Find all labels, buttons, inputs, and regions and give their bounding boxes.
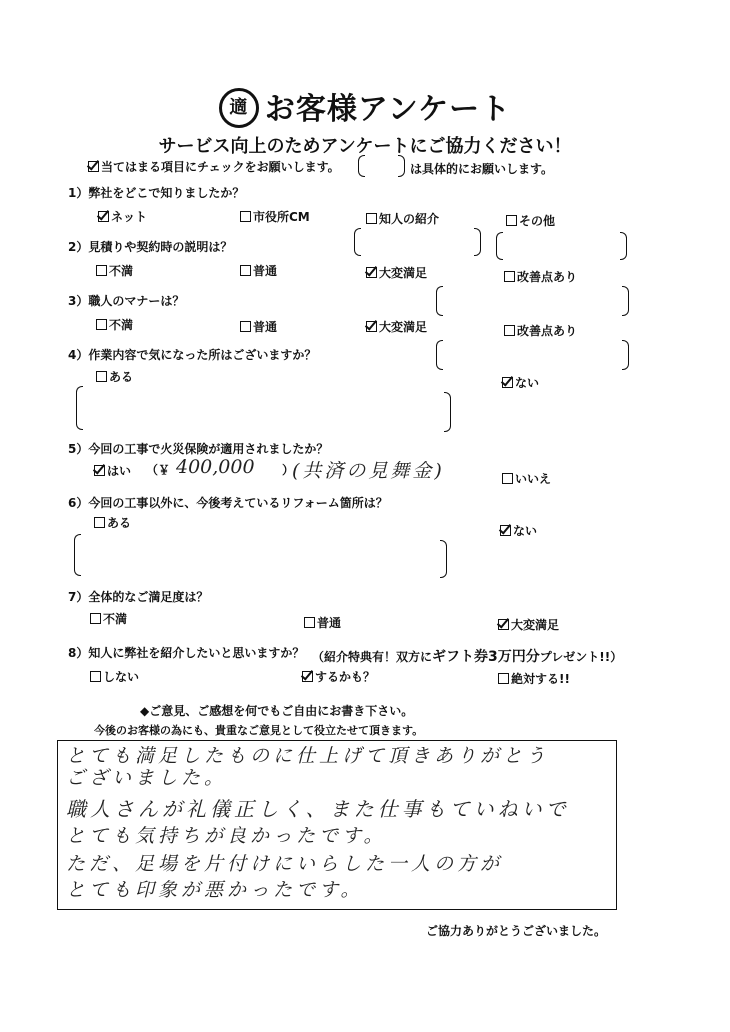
checkbox-icon[interactable] (506, 215, 517, 226)
checkbox-icon[interactable] (240, 211, 251, 222)
q5-amount-prefix: （￥ (146, 463, 171, 477)
checkbox-icon[interactable] (96, 319, 107, 330)
checkbox-icon[interactable] (96, 265, 107, 276)
comments-subheading: 今後のお客様の為にも、貴重なご意見として役立たせて頂きます。 (94, 724, 424, 737)
q8-label: 8）知人に弊社を紹介したいと思いますか？ (68, 646, 305, 660)
instruction-right: は具体的にお願いします。 (410, 162, 554, 176)
q3-label: 3）職人のマナーは？ (68, 294, 185, 308)
q3-option-very-satisfied[interactable]: 大変満足 (366, 318, 427, 335)
q6-option-no[interactable]: ない (500, 522, 537, 539)
q8-option-definitely[interactable]: 絶対する!! (498, 670, 570, 687)
q5-amount-value: 400,000 (176, 456, 255, 478)
q8-promo-suffix: プレゼント!!） (539, 650, 623, 664)
checkbox-checked-icon[interactable] (502, 377, 513, 388)
q5-option-no[interactable]: いいえ (502, 470, 551, 487)
instruction-bracket-left-icon (358, 155, 365, 177)
q8-promo-gift: ギフト券3万円分 (432, 649, 540, 665)
footer-thanks: ご協力ありがとうございました。 (426, 924, 607, 938)
q6-label: 6）今回の工事以外に、今後考えているリフォーム箇所は？ (68, 496, 388, 510)
q3-bracket-left-icon (436, 340, 443, 370)
q1-option-city-cm[interactable]: 市役所CM (240, 208, 310, 225)
q7-option-normal[interactable]: 普通 (304, 614, 341, 631)
checkbox-icon[interactable] (504, 271, 515, 282)
instruction-left: 当てはまる項目にチェックをお願いします。 (101, 160, 340, 174)
q2-option-very-satisfied[interactable]: 大変満足 (366, 264, 427, 281)
checkbox-checked-icon[interactable] (302, 671, 313, 682)
checkbox-icon[interactable] (304, 617, 315, 628)
q7-option-very-satisfied[interactable]: 大変満足 (498, 616, 559, 633)
q4-bracket-left-icon (76, 386, 83, 430)
q8-option-no[interactable]: しない (90, 668, 139, 685)
instruction-bracket-right-icon (398, 155, 405, 177)
instruction-row (88, 158, 340, 175)
checkbox-icon[interactable] (498, 673, 509, 684)
q8-promo-prefix: （紹介特典有！双方に (312, 650, 433, 664)
comment-line: ただ、足場を片付けにいらした一人の方が (66, 853, 504, 875)
checkbox-checked-icon[interactable] (366, 321, 377, 332)
checkbox-checked-icon[interactable] (498, 619, 509, 630)
q1-option-referral[interactable]: 知人の紹介 (366, 210, 439, 227)
q5-option-yes[interactable]: はい (94, 462, 131, 479)
q5-label: 5）今回の工事で火災保険が適用されましたか？ (68, 442, 329, 456)
q6-option-yes[interactable]: ある (94, 514, 131, 531)
q6-bracket-right-icon (440, 540, 447, 578)
checkbox-icon[interactable] (240, 321, 251, 332)
q1-other-bracket-left-icon (496, 232, 503, 260)
q1-other-bracket-right-icon (620, 232, 627, 260)
q8-promo (312, 646, 622, 666)
checkbox-icon[interactable] (96, 371, 107, 382)
comment-line: とても気持ちが良かったです。 (66, 825, 387, 847)
q4-label: 4）作業内容で気になった所はございますか？ (68, 348, 317, 362)
company-logo-icon: 適 (219, 88, 259, 128)
q1-option-other[interactable]: その他 (506, 212, 555, 229)
q4-option-no[interactable]: ない (502, 374, 539, 391)
q2-option-normal[interactable]: 普通 (240, 262, 277, 279)
checkbox-checked-icon[interactable] (366, 267, 377, 278)
checkbox-icon[interactable] (90, 671, 101, 682)
q1-label: 1）弊社をどこで知りましたか？ (68, 186, 245, 200)
instruction-checkbox-icon (88, 161, 99, 172)
q1-option-net[interactable]: ネット (98, 208, 147, 225)
q2-bracket-left-icon (436, 286, 443, 316)
q7-option-dissatisfied[interactable]: 不満 (90, 610, 127, 627)
q5-amount-suffix: ） (282, 463, 295, 477)
q2-option-improve[interactable]: 改善点あり (504, 268, 577, 285)
checkbox-checked-icon[interactable] (94, 465, 105, 476)
q4-option-yes[interactable]: ある (96, 368, 133, 385)
comment-box[interactable] (57, 740, 617, 910)
q1-referral-bracket-right-icon (474, 228, 481, 256)
q2-bracket-right-icon (622, 286, 629, 316)
q6-bracket-left-icon (74, 534, 81, 576)
q3-option-normal[interactable]: 普通 (240, 318, 277, 335)
checkbox-icon[interactable] (504, 325, 515, 336)
checkbox-icon[interactable] (240, 265, 251, 276)
q2-label: 2）見積りや契約時の説明は？ (68, 240, 233, 254)
checkbox-checked-icon[interactable] (98, 211, 109, 222)
q3-bracket-right-icon (622, 340, 629, 370)
checkbox-icon[interactable] (366, 213, 377, 224)
comment-line: とても満足したものに仕上げて頂きありがとう (66, 745, 550, 767)
checkbox-icon[interactable] (90, 613, 101, 624)
page-title (0, 84, 730, 131)
q3-option-improve[interactable]: 改善点あり (504, 322, 577, 339)
comment-line: とても印象が悪かったです。 (66, 879, 364, 901)
q3-option-dissatisfied[interactable]: 不満 (96, 316, 133, 333)
checkbox-icon[interactable] (94, 517, 105, 528)
q4-bracket-right-icon (444, 392, 451, 432)
q2-option-dissatisfied[interactable]: 不満 (96, 262, 133, 279)
q5-handwritten-note: (共済の見舞金) (292, 460, 445, 482)
comments-heading: ◆ご意見、ご感想を何でもご自由にお書き下さい。 (140, 704, 414, 718)
title-text: お客様アンケート (264, 92, 512, 127)
q8-option-maybe[interactable]: するかも？ (302, 668, 375, 685)
q1-referral-bracket-left-icon (354, 228, 361, 256)
q7-label: 7）全体的なご満足度は？ (68, 590, 209, 604)
checkbox-icon[interactable] (502, 473, 513, 484)
comment-line: ございました。 (66, 767, 228, 789)
checkbox-checked-icon[interactable] (500, 525, 511, 536)
page-subtitle: サービス向上のためアンケートにご協力ください！ (158, 136, 572, 157)
comment-line: 職人さんが礼儀正しく、また仕事もていねいで (66, 797, 570, 821)
